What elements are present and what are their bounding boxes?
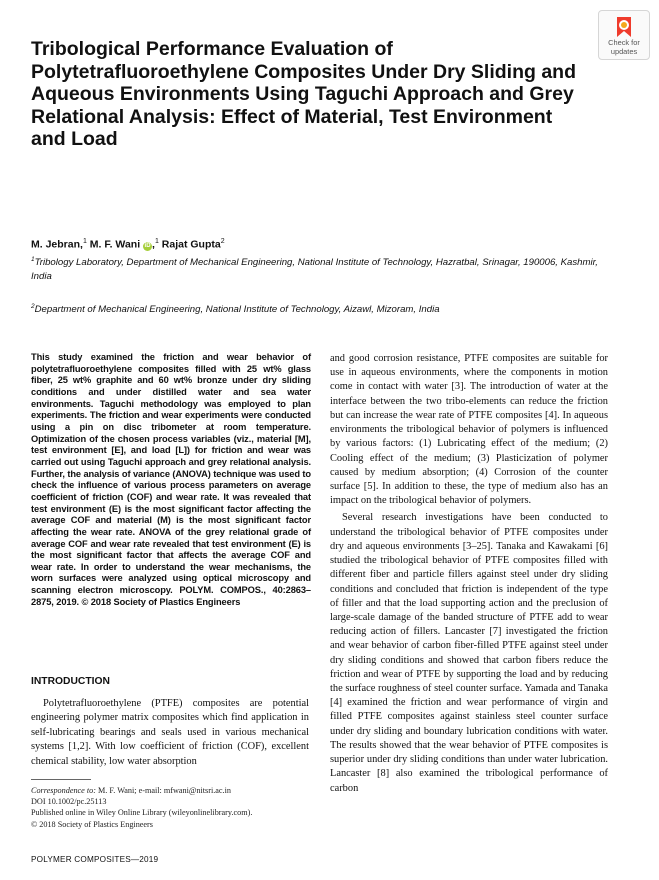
section-heading-introduction: INTRODUCTION xyxy=(31,676,110,687)
footnotes xyxy=(31,785,331,830)
abstract: This study examined the friction and wear behavior of polytetrafluoroethylene composites filled with 25 wt% glass fiber, 25 wt% graphite and 60 wt% bronze under dry sliding conditions and under distilled water and sea water environments. Taguchi methodology was employed to plan experiments. The friction and wear experiments were conducted using a pin on disc tribometer at room temperature. Optimization of the chosen process variables (viz., material [M], test environment [E], and load [L]) for friction and wear was carried out using Taguchi approach and grey relational analysis. Further, the analysis of variance (ANOVA) technique was used to check the influence of various process parameters on average coefficient of friction (COF) and wear rate. It was revealed that test environment (E) is the most significant factor affecting the average COF and material (M) is the most significant factor affecting the wear rate. ANOVA of the grey relational grade of average COF and wear rate revealed that test environment (E) is the most significant factor that affects the average COF and wear rate. In order to understand the wear mechanisms, the worn surfaces were analyzed using optical microscopy and scanning electron microscopy. POLYM. COMPOS., 40:2863–2875, 2019. © 2018 Society of Plastics Engineers xyxy=(31,352,311,607)
doi-line[interactable]: DOI 10.1002/pc.25113 xyxy=(31,797,107,807)
orcid-icon[interactable]: iD xyxy=(144,242,151,249)
author-1-affil: 1 xyxy=(82,238,87,245)
affiliation-1-sup: 1 xyxy=(31,256,35,263)
right-column xyxy=(330,352,608,796)
correspondence-text: M. F. Wani; e-mail: mfwani@nitsri.ac.in xyxy=(95,786,231,795)
right-paragraph-1: and good corrosion resistance, PTFE composites are suitable for use in aqueous environments, where the components in motion come in contact with water [3]. The introduction of water at the interface between the two tribo-elements can reduce the friction but can increase the wear rate of PTFE composites [4]. In aqueous environments the tribological behavior of polymers is influenced by various factors: (1) Lubricating effect of the medium; (2) Cooling effect of the medium; (3) Plasticization of polymer caused by medium absorption; (4) Corrosion of the counter surface [5]. In addition to these, the type of medium also has an impact on the tribological behavior of polymers. xyxy=(330,353,608,507)
intro-paragraph: Polytetrafluoroethylene (PTFE) composites are potential engineering polymer matrix composites which find application in self-lubricating bearings and seals used in various mechanical systems [1,2]. With low coefficient of friction (COF), excellent chemical stability, low water absorption xyxy=(31,698,309,767)
affiliation-2-sup: 2 xyxy=(31,303,35,310)
footnote-divider xyxy=(31,779,91,780)
badge-line-2: updates xyxy=(610,47,638,56)
affiliation-2 xyxy=(31,300,611,317)
affiliation-1 xyxy=(31,253,611,283)
badge-line-1: Check for xyxy=(608,38,640,47)
author-3-affil: 2 xyxy=(220,238,225,245)
correspondence-line xyxy=(31,785,331,796)
author-2-affil: 1 xyxy=(154,238,159,245)
check-for-updates-badge[interactable] xyxy=(598,10,650,60)
published-line: Published online in Wiley Online Library (wileyonlinelibrary.com). xyxy=(31,808,253,818)
right-paragraph-2: Several research investigations have been conducted to understand the tribological behavior of PTFE composites under dry and aqueous environments [3–25]. Tanaka and Kawakami [6] studied the tribological behavior of PTFE composites filled with different fiber and particle fillers against steel under dry sliding conditions and concluded that friction is independent of the type of filler and that the load supporting action and the preclusion of large-scale damage of the banded structure of PTFE add to wear reducing action of fillers. Lancaster [7] investigated the friction and wear behavior of carbon fiber-filled PTFE against steel under dry sliding conditions and showed that carbon fibers reduce the friction and wear of PTFE by supporting the load and by reducing the surface roughness of steel counter surface. Yamada and Tanaka [4] examined the friction and wear performance of virgin and filled PTFE composites against stainless steel counter surface under dry sliding and boundary lubrication conditions with water. The results showed that the wear behavior of PTFE composites is superior under dry sliding conditions than under water lubrication. Lancaster [8] also examined the tribological performance of carbon xyxy=(330,512,608,794)
author-2: M. F. Wani xyxy=(89,238,141,251)
crossmark-icon xyxy=(614,16,634,38)
correspondence-label: Correspondence to: xyxy=(31,786,96,795)
journal-footer: POLYMER COMPOSITES—2019 xyxy=(31,855,159,864)
author-1: M. Jebran, xyxy=(31,238,83,251)
affiliation-1-text: Tribology Laboratory, Department of Mechanical Engineering, National Institute of Technology, Hazratbal, Srinagar, 190006, Kashmir, India xyxy=(31,257,598,282)
author-list: M. Jebran,$^1$ M. F. Wani iD ,$^1$ Rajat Gupta$^2$ xyxy=(31,238,225,251)
copyright-line: © 2018 Society of Plastics Engineers xyxy=(31,819,153,829)
author-3: Rajat Gupta xyxy=(161,238,221,251)
paper-title: Tribological Performance Evaluation of Polytetrafluoroethylene Composites Under Dry Sliding and Aqueous Environments Using Taguchi Approach and Grey Relational Analysis: Effect of Material, Test Environment and Load xyxy=(31,38,577,151)
affiliation-2-text: Department of Mechanical Engineering, National Institute of Technology, Aizawl, Mizoram, India xyxy=(34,304,440,316)
